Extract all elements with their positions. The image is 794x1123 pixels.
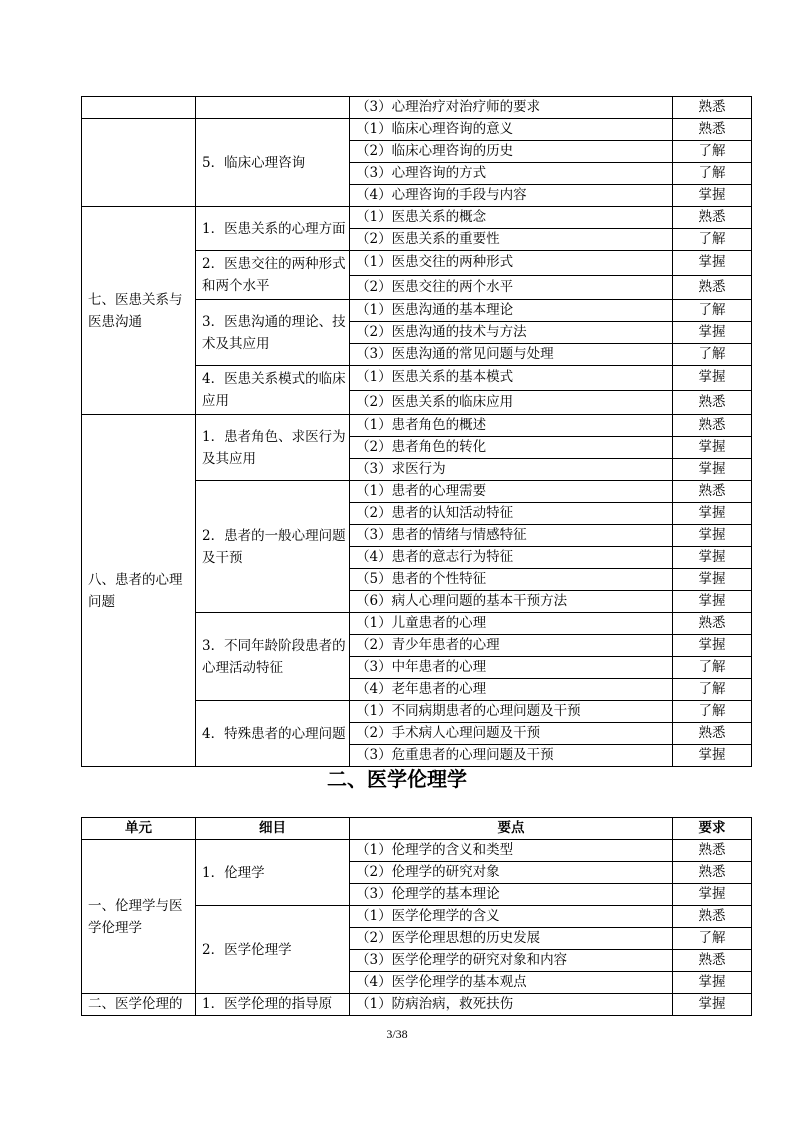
unit-cell bbox=[82, 97, 196, 119]
point-cell: （3）患者的情绪与情感特征 bbox=[350, 525, 673, 547]
requirement-cell: 了解 bbox=[673, 141, 752, 163]
point-cell: （3）医学伦理学的研究对象和内容 bbox=[350, 950, 673, 972]
syllabus-table-psychology bbox=[81, 96, 752, 767]
requirement-cell: 掌握 bbox=[673, 745, 752, 767]
requirement-cell: 掌握 bbox=[673, 459, 752, 481]
requirement-cell: 熟悉 bbox=[673, 723, 752, 745]
requirement-cell: 熟悉 bbox=[673, 390, 752, 415]
requirement-cell: 掌握 bbox=[673, 437, 752, 459]
table-row bbox=[82, 119, 752, 141]
requirement-cell: 熟悉 bbox=[673, 275, 752, 300]
requirement-cell: 了解 bbox=[673, 928, 752, 950]
point-cell: （3）中年患者的心理 bbox=[350, 657, 673, 679]
table-header-row bbox=[82, 818, 752, 840]
point-cell: （3）医患沟通的常见问题与处理 bbox=[350, 344, 673, 366]
table-row bbox=[82, 840, 752, 862]
requirement-cell: 了解 bbox=[673, 229, 752, 251]
requirement-cell: 熟悉 bbox=[673, 906, 752, 928]
table-row bbox=[82, 207, 752, 229]
point-cell: （2）患者角色的转化 bbox=[350, 437, 673, 459]
requirement-cell: 熟悉 bbox=[673, 613, 752, 635]
point-cell: （6）病人心理问题的基本干预方法 bbox=[350, 591, 673, 613]
unit-cell: 七、医患关系与医患沟通 bbox=[82, 207, 196, 415]
point-cell: （3）心理治疗对治疗师的要求 bbox=[350, 97, 673, 119]
requirement-cell: 掌握 bbox=[673, 635, 752, 657]
requirement-cell: 掌握 bbox=[673, 525, 752, 547]
unit-cell bbox=[82, 119, 196, 207]
requirement-cell: 熟悉 bbox=[673, 950, 752, 972]
requirement-cell: 熟悉 bbox=[673, 119, 752, 141]
requirement-cell: 掌握 bbox=[673, 322, 752, 344]
header-requirement: 要求 bbox=[673, 818, 752, 840]
requirement-cell: 了解 bbox=[673, 300, 752, 322]
subject-cell: 2．医学伦理学 bbox=[196, 906, 350, 994]
point-cell: （3）伦理学的基本理论 bbox=[350, 884, 673, 906]
requirement-cell: 掌握 bbox=[673, 591, 752, 613]
header-unit: 单元 bbox=[82, 818, 196, 840]
page-number: 3/38 bbox=[386, 1027, 408, 1041]
subject-cell: 1．患者角色、求医行为及其应用 bbox=[196, 415, 350, 481]
point-cell: （4）患者的意志行为特征 bbox=[350, 547, 673, 569]
subject-cell: 4．医患关系模式的临床应用 bbox=[196, 366, 350, 415]
header-point: 要点 bbox=[350, 818, 673, 840]
point-cell: （1）医患交往的两种形式 bbox=[350, 251, 673, 276]
point-cell: （1）临床心理咨询的意义 bbox=[350, 119, 673, 141]
point-cell: （2）青少年患者的心理 bbox=[350, 635, 673, 657]
requirement-cell: 熟悉 bbox=[673, 481, 752, 503]
requirement-cell: 了解 bbox=[673, 679, 752, 701]
requirement-cell: 掌握 bbox=[673, 185, 752, 207]
header-subject: 细目 bbox=[196, 818, 350, 840]
requirement-cell: 熟悉 bbox=[673, 207, 752, 229]
point-cell: （1）医患关系的基本模式 bbox=[350, 366, 673, 391]
requirement-cell: 掌握 bbox=[673, 503, 752, 525]
point-cell: （5）患者的个性特征 bbox=[350, 569, 673, 591]
table-row bbox=[82, 415, 752, 437]
point-cell: （1）医患沟通的基本理论 bbox=[350, 300, 673, 322]
requirement-cell: 掌握 bbox=[673, 972, 752, 994]
point-cell: （2）临床心理咨询的历史 bbox=[350, 141, 673, 163]
point-cell: （3）危重患者的心理问题及干预 bbox=[350, 745, 673, 767]
subject-cell: 3．医患沟通的理论、技术及其应用 bbox=[196, 300, 350, 366]
point-cell: （2）患者的认知活动特征 bbox=[350, 503, 673, 525]
point-cell: （4）心理咨询的手段与内容 bbox=[350, 185, 673, 207]
table-row bbox=[82, 97, 752, 119]
requirement-cell: 了解 bbox=[673, 701, 752, 723]
point-cell: （2）伦理学的研究对象 bbox=[350, 862, 673, 884]
subject-cell: 5．临床心理咨询 bbox=[196, 119, 350, 207]
requirement-cell: 熟悉 bbox=[673, 97, 752, 119]
point-cell: （2）医患关系的重要性 bbox=[350, 229, 673, 251]
point-cell: （3）心理咨询的方式 bbox=[350, 163, 673, 185]
requirement-cell: 了解 bbox=[673, 657, 752, 679]
subject-cell: 1．医学伦理的指导原 bbox=[196, 994, 350, 1016]
requirement-cell: 了解 bbox=[673, 344, 752, 366]
requirement-cell: 掌握 bbox=[673, 569, 752, 591]
point-cell: （2）医患沟通的技术与方法 bbox=[350, 322, 673, 344]
subject-cell: 1．医患关系的心理方面 bbox=[196, 207, 350, 251]
requirement-cell: 掌握 bbox=[673, 251, 752, 276]
point-cell: （2）医患交往的两个水平 bbox=[350, 275, 673, 300]
subject-cell: 1．伦理学 bbox=[196, 840, 350, 906]
point-cell: （1）患者角色的概述 bbox=[350, 415, 673, 437]
point-cell: （1）儿童患者的心理 bbox=[350, 613, 673, 635]
point-cell: （3）求医行为 bbox=[350, 459, 673, 481]
point-cell: （1）患者的心理需要 bbox=[350, 481, 673, 503]
point-cell: （2）医学伦理思想的历史发展 bbox=[350, 928, 673, 950]
unit-cell: 二、医学伦理的 bbox=[82, 994, 196, 1016]
table-row bbox=[82, 994, 752, 1016]
requirement-cell: 熟悉 bbox=[673, 415, 752, 437]
point-cell: （1）医学伦理学的含义 bbox=[350, 906, 673, 928]
requirement-cell: 掌握 bbox=[673, 884, 752, 906]
point-cell: （1）医患关系的概念 bbox=[350, 207, 673, 229]
requirement-cell: 熟悉 bbox=[673, 862, 752, 884]
subject-cell bbox=[196, 97, 350, 119]
point-cell: （4）老年患者的心理 bbox=[350, 679, 673, 701]
subject-cell: 2．医患交往的两种形式和两个水平 bbox=[196, 251, 350, 300]
requirement-cell: 熟悉 bbox=[673, 840, 752, 862]
point-cell: （2）医患关系的临床应用 bbox=[350, 390, 673, 415]
requirement-cell: 掌握 bbox=[673, 994, 752, 1016]
subject-cell: 4．特殊患者的心理问题 bbox=[196, 701, 350, 767]
requirement-cell: 掌握 bbox=[673, 547, 752, 569]
unit-cell: 八、患者的心理问题 bbox=[82, 415, 196, 767]
unit-cell: 一、伦理学与医学伦理学 bbox=[82, 840, 196, 994]
syllabus-table-ethics bbox=[81, 817, 752, 1016]
section-title: 二、医学伦理学 bbox=[327, 767, 467, 791]
point-cell: （1）防病治病，救死扶伤 bbox=[350, 994, 673, 1016]
point-cell: （2）手术病人心理问题及干预 bbox=[350, 723, 673, 745]
point-cell: （4）医学伦理学的基本观点 bbox=[350, 972, 673, 994]
requirement-cell: 了解 bbox=[673, 163, 752, 185]
subject-cell: 2．患者的一般心理问题及干预 bbox=[196, 481, 350, 613]
subject-cell: 3．不同年龄阶段患者的心理活动特征 bbox=[196, 613, 350, 701]
point-cell: （1）不同病期患者的心理问题及干预 bbox=[350, 701, 673, 723]
point-cell: （1）伦理学的含义和类型 bbox=[350, 840, 673, 862]
requirement-cell: 掌握 bbox=[673, 366, 752, 391]
